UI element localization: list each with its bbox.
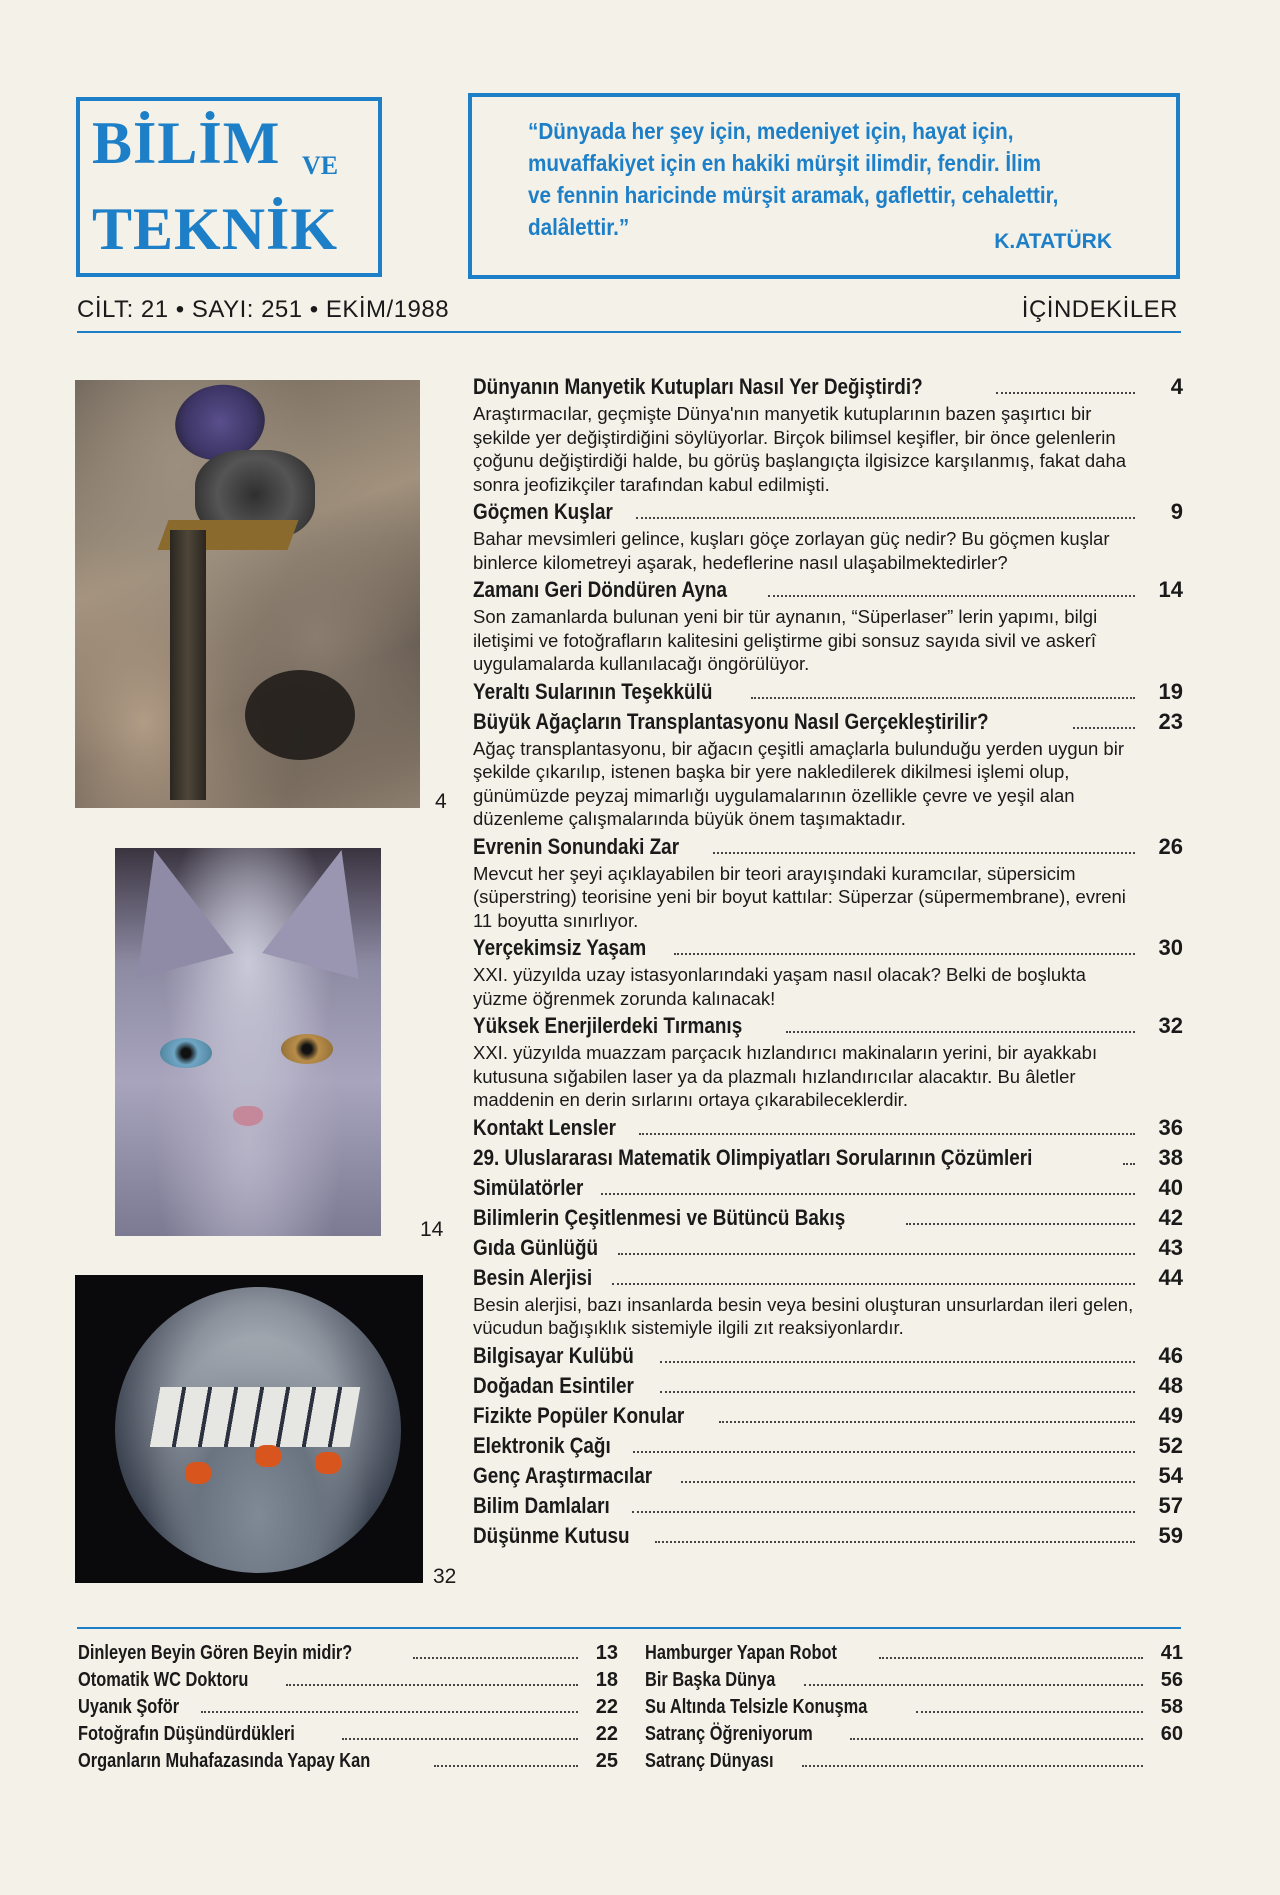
leader-dots	[751, 697, 1135, 699]
leader-dots	[850, 1738, 1143, 1740]
leader-dots	[655, 1541, 1135, 1543]
toc-entry-row	[645, 1669, 1183, 1696]
toc-entry-title: Doğadan Esintiler	[473, 1372, 634, 1398]
toc-entry-row	[473, 709, 1183, 739]
toc-entry-row	[473, 1523, 1183, 1553]
leader-dots	[632, 1511, 1135, 1513]
toc-entry-page: 52	[1158, 1432, 1183, 1458]
toc-entry-title: Bilgisayar Kulübü	[473, 1342, 634, 1368]
toc-entry-page: 9	[1170, 499, 1183, 524]
toc-entry-page: 60	[1160, 1723, 1183, 1745]
leader-dots	[660, 1391, 1135, 1393]
leader-dots	[1123, 1163, 1135, 1165]
toc-entry	[473, 1115, 1183, 1145]
leader-dots	[802, 1765, 1143, 1767]
fisheye-lens-view	[115, 1287, 401, 1573]
leader-dots	[768, 595, 1135, 597]
cat-eye-left	[160, 1038, 212, 1068]
orange-chair	[315, 1452, 341, 1474]
toc-entry-title: Elektronik Çağı	[473, 1432, 611, 1458]
photo-page-number: 32	[433, 1565, 457, 1588]
toc-entry	[473, 1145, 1183, 1175]
toc-entry-page: 14	[1158, 577, 1183, 602]
leader-dots	[601, 1193, 1135, 1195]
toc-entry-title: Uyanık Şoför	[78, 1696, 180, 1718]
toc-entry-description: Mevcut her şeyi açıklayabilen bir teori arayışındaki kuramcılar, süpersicim (süperstring) teorisine yeni bir boyut kattılar: Süperzar (süpermembrane), evreni 11 boyutta sınırlıyor.	[473, 862, 1126, 931]
toc-entry-title: Düşünme Kutusu	[473, 1522, 630, 1548]
toc-entry	[473, 374, 1183, 496]
ataturk-quote-box	[468, 93, 1180, 279]
bottom-left-list	[78, 1642, 618, 1777]
toc-entry-row	[645, 1750, 1183, 1777]
toc-entry-description: XXI. yüzyılda uzay istasyonlarındaki yaşam nasıl olacak? Belki de boşlukta yüzme öğrenmek zorunda kalınacak!	[473, 964, 1086, 1009]
toc-entry-page: 26	[1158, 833, 1183, 859]
compass-shadow	[245, 670, 355, 760]
issue-info: CİLT: 21 • SAYI: 251 • EKİM/1988	[77, 296, 450, 323]
toc-entry-title: Bir Başka Dünya	[645, 1669, 776, 1691]
toc-entry-row	[78, 1750, 618, 1777]
toc-entry	[645, 1669, 1183, 1696]
toc-entry	[473, 499, 1183, 574]
toc-entry-title: Organların Muhafazasında Yapay Kan	[78, 1750, 371, 1772]
toc-entry-row	[473, 1115, 1183, 1145]
toc-entry-title: Zamanı Geri Döndüren Ayna	[473, 577, 728, 602]
toc-entry-page: 25	[595, 1750, 618, 1772]
leader-dots	[434, 1765, 578, 1767]
cat-photo	[115, 848, 381, 1236]
toc-entry-title: Dinleyen Beyin Gören Beyin midir?	[78, 1642, 353, 1664]
toc-entry-title: Hamburger Yapan Robot	[645, 1642, 837, 1664]
toc-entry-title: Satranç Dünyası	[645, 1750, 774, 1772]
toc-entry	[78, 1696, 618, 1723]
orange-chair	[255, 1445, 281, 1467]
leader-dots	[713, 852, 1135, 854]
toc-entry-row	[473, 1175, 1183, 1205]
cat-nose	[233, 1106, 263, 1126]
toc-entry-row	[473, 1265, 1183, 1295]
toc-entry-title: Yerçekimsiz Yaşam	[473, 935, 647, 960]
toc-entry-title: Simülatörler	[473, 1174, 584, 1200]
toc-entry	[473, 1523, 1183, 1553]
toc-entry-title: 29. Uluslararası Matematik Olimpiyatları Sorularının Çözümleri	[473, 1144, 1033, 1170]
toc-entry-row	[78, 1696, 618, 1723]
toc-entry	[473, 1433, 1183, 1463]
toc-entry-page: 13	[595, 1642, 618, 1664]
toc-entry-title: Satranç Öğreniyorum	[645, 1723, 813, 1745]
toc-entry-page: 42	[1158, 1204, 1183, 1230]
toc-entry	[473, 935, 1183, 1010]
leader-dots	[1073, 727, 1135, 729]
toc-entry-page: 54	[1158, 1462, 1183, 1488]
toc-entry	[473, 1235, 1183, 1265]
toc-entry	[78, 1750, 618, 1777]
toc-entry	[473, 577, 1183, 676]
leader-dots	[879, 1657, 1143, 1659]
leader-dots	[633, 1451, 1135, 1453]
toc-entry	[78, 1723, 618, 1750]
toc-entry-description: Besin alerjisi, bazı insanlarda besin veya besini oluşturan unsurlardan ileri gelen, vücudun bağışıklık sistemiyle ilgili zıt reaksiyonlardır.	[473, 1293, 1134, 1338]
magazine-logo	[76, 97, 382, 277]
toc-entry-title: Büyük Ağaçların Transplantasyonu Nasıl Gerçekleştirilir?	[473, 708, 989, 734]
toc-entry-row	[473, 1235, 1183, 1265]
cat-ear-left	[115, 848, 234, 979]
toc-entry-title: Kontakt Lensler	[473, 1114, 616, 1140]
toc-entry-row	[473, 1463, 1183, 1493]
leader-dots	[786, 1031, 1135, 1033]
toc-entry-title: Yeraltı Sularının Teşekkülü	[473, 678, 713, 704]
toc-entry-row	[473, 935, 1183, 965]
toc-entry-row	[473, 834, 1183, 864]
toc-heading: İÇİNDEKİLER	[1021, 296, 1178, 323]
toc-entry	[78, 1669, 618, 1696]
toc-entry-row	[473, 499, 1183, 529]
cat-eye-right	[281, 1034, 333, 1064]
bottom-rule	[77, 1627, 1181, 1629]
toc-entry	[473, 1265, 1183, 1340]
quote-author: K.ATATÜRK	[994, 230, 1112, 253]
toc-entry-row	[473, 1205, 1183, 1235]
toc-entry-row	[473, 577, 1183, 607]
logo-word-ve: VE	[302, 151, 339, 180]
toc-entry-page: 32	[1158, 1013, 1183, 1038]
logo-word-bilim: BİLİM	[92, 110, 281, 176]
toc-entry-row	[473, 374, 1183, 404]
toc-entry-description: Bahar mevsimleri gelince, kuşları göçe zorlayan güç nedir? Bu göçmen kuşlar binlerce kilometreyi aşarak, hedeflerine nasıl ulaşabilmektedirler?	[473, 528, 1110, 573]
toc-entry-page: 56	[1160, 1669, 1183, 1691]
toc-entry-title: Dünyanın Manyetik Kutupları Nasıl Yer Değiştirdi?	[473, 374, 923, 399]
toc-entry-page: 46	[1158, 1342, 1183, 1368]
toc-entry-title: Su Altında Telsizle Konuşma	[645, 1696, 868, 1718]
toc-entry-title: Fotoğrafın Düşündürdükleri	[78, 1723, 295, 1745]
toc-list	[473, 374, 1183, 1553]
leader-dots	[804, 1684, 1143, 1686]
cat-ear-right	[262, 848, 381, 979]
toc-entry	[473, 679, 1183, 709]
toc-entry-page: 23	[1158, 708, 1183, 734]
toc-entry-page: 18	[595, 1669, 618, 1691]
toc-entry-title: Göçmen Kuşlar	[473, 499, 613, 524]
toc-entry-page: 44	[1158, 1264, 1183, 1290]
toc-entry	[78, 1642, 618, 1669]
toc-entry-row	[645, 1723, 1183, 1750]
toc-entry	[473, 1493, 1183, 1523]
toc-entry-row	[473, 679, 1183, 709]
leader-dots	[681, 1481, 1135, 1483]
leader-dots	[342, 1738, 578, 1740]
toc-entry	[645, 1642, 1183, 1669]
toc-entry	[473, 1463, 1183, 1493]
toc-entry-row	[645, 1696, 1183, 1723]
toc-entry	[473, 1205, 1183, 1235]
toc-entry	[473, 1343, 1183, 1373]
leader-dots	[636, 517, 1135, 519]
leader-dots	[906, 1223, 1135, 1225]
control-desk	[150, 1387, 361, 1447]
compass-photo	[75, 380, 420, 808]
toc-entry-page: 4	[1170, 374, 1183, 399]
toc-entry	[473, 709, 1183, 831]
toc-entry-description: Ağaç transplantasyonu, bir ağacın çeşitli amaçlarla bulunduğu yerden uygun bir şekilde çıkarılıp, istenen başka bir yere nakledilerek dikilmesi işlemi olup, günümüzde peyzaj mimarlığı uygulamalarının özellikle çevre ve yeşil alan düzenleme çalışmalarında büyük önem taşımaktadır.	[473, 737, 1124, 829]
toc-entry-description: XXI. yüzyılda muazzam parçacık hızlandırıcı makinaların yerini, bir ayakkabı kutusuna sığabilen laser ya da plazmalı hızlandırıcılar alacaktır. Bu âletler maddenin en derin sırlarını ortaya çıkarabileceklerdir.	[473, 1042, 1098, 1110]
leader-dots	[413, 1657, 578, 1659]
toc-entry-title: Fizikte Popüler Konular	[473, 1402, 685, 1428]
toc-entry-row	[473, 1403, 1183, 1433]
toc-entry-description: Araştırmacılar, geçmişte Dünya'nın manyetik kutuplarının bazen şaşırtıcı bir şekilde yer değiştirdiğini söylüyorlar. Birçok bilimsel keşifler, bir önce gelenlerin çoğunu değiştirdiği halde, bu görüş başlangıçta ilgisizce karşılanmış, fakat daha sonra jeofizikçiler tarafından kabul edilmişti.	[473, 403, 1127, 495]
leader-dots	[286, 1684, 578, 1686]
toc-entry-row	[473, 1343, 1183, 1373]
toc-entry-page: 36	[1158, 1114, 1183, 1140]
leader-dots	[618, 1253, 1135, 1255]
toc-entry-row	[78, 1669, 618, 1696]
leader-dots	[612, 1283, 1135, 1285]
toc-entry-page: 22	[595, 1723, 618, 1745]
leader-dots	[639, 1133, 1135, 1135]
compass-post	[170, 530, 206, 800]
toc-entry	[645, 1696, 1183, 1723]
toc-entry-page: 38	[1158, 1144, 1183, 1170]
toc-entry	[473, 1013, 1183, 1112]
toc-entry-title: Otomatik WC Doktoru	[78, 1669, 249, 1691]
toc-entry-page: 49	[1158, 1402, 1183, 1428]
toc-entry-page: 41	[1160, 1642, 1183, 1664]
toc-entry-row	[473, 1145, 1183, 1175]
leader-dots	[719, 1421, 1135, 1423]
toc-entry-title: Bilim Damlaları	[473, 1492, 610, 1518]
leader-dots	[201, 1711, 578, 1713]
toc-entry-row	[78, 1642, 618, 1669]
toc-entry-title: Besin Alerjisi	[473, 1264, 593, 1290]
header-rule	[77, 331, 1181, 333]
toc-entry-page: 19	[1158, 678, 1183, 704]
toc-entry-page: 40	[1158, 1174, 1183, 1200]
bottom-right-list	[645, 1642, 1183, 1777]
toc-entry-row	[78, 1723, 618, 1750]
toc-entry	[473, 1373, 1183, 1403]
logo-word-teknik: TEKNİK	[92, 196, 339, 262]
toc-entry-page: 43	[1158, 1234, 1183, 1260]
toc-entry-page: 57	[1158, 1492, 1183, 1518]
toc-entry-row	[473, 1433, 1183, 1463]
toc-entry	[645, 1723, 1183, 1750]
leader-dots	[996, 392, 1135, 394]
toc-entry-title: Gıda Günlüğü	[473, 1234, 599, 1260]
toc-entry	[473, 1175, 1183, 1205]
toc-entry-title: Bilimlerin Çeşitlenmesi ve Bütüncü Bakış	[473, 1204, 846, 1230]
leader-dots	[674, 953, 1135, 955]
toc-entry-title: Evrenin Sonundaki Zar	[473, 833, 680, 859]
leader-dots	[660, 1361, 1135, 1363]
toc-entry	[473, 1403, 1183, 1433]
orange-chair	[185, 1462, 211, 1484]
toc-entry-page: 59	[1158, 1522, 1183, 1548]
toc-entry-row	[473, 1013, 1183, 1043]
toc-entry-page: 22	[595, 1696, 618, 1718]
toc-entry-row	[473, 1493, 1183, 1523]
toc-entry-row	[645, 1642, 1183, 1669]
leader-dots	[916, 1711, 1143, 1713]
control-room-fisheye-photo	[75, 1275, 423, 1583]
toc-entry-page: 48	[1158, 1372, 1183, 1398]
photo-page-number: 14	[420, 1218, 444, 1241]
toc-entry-page: 58	[1160, 1696, 1183, 1718]
toc-entry-title: Genç Araştırmacılar	[473, 1462, 653, 1488]
toc-entry-page: 30	[1158, 935, 1183, 960]
toc-entry-description: Son zamanlarda bulunan yeni bir tür aynanın, “Süperlaser” lerin yapımı, bilgi iletişimi ve fotoğrafların kalitesini geliştirme gibi sonsuz sayıda sivil ve askerî uygulamalarda kullanılacağı öngörülüyor.	[473, 606, 1098, 674]
toc-entry	[473, 834, 1183, 933]
quote-text: “Dünyada her şey için, medeniyet için, hayat için, muvaffakiyet için en hakiki mürşit ilimdir, fendir. İlim ve fennin haricinde mürşit aramak, gaflettir, cehalettir, dalâlettir.”	[528, 118, 1059, 240]
toc-entry-title: Yüksek Enerjilerdeki Tırmanış	[473, 1013, 743, 1038]
toc-entry-row	[473, 1373, 1183, 1403]
toc-entry	[645, 1750, 1183, 1777]
photo-page-number: 4	[435, 790, 447, 813]
